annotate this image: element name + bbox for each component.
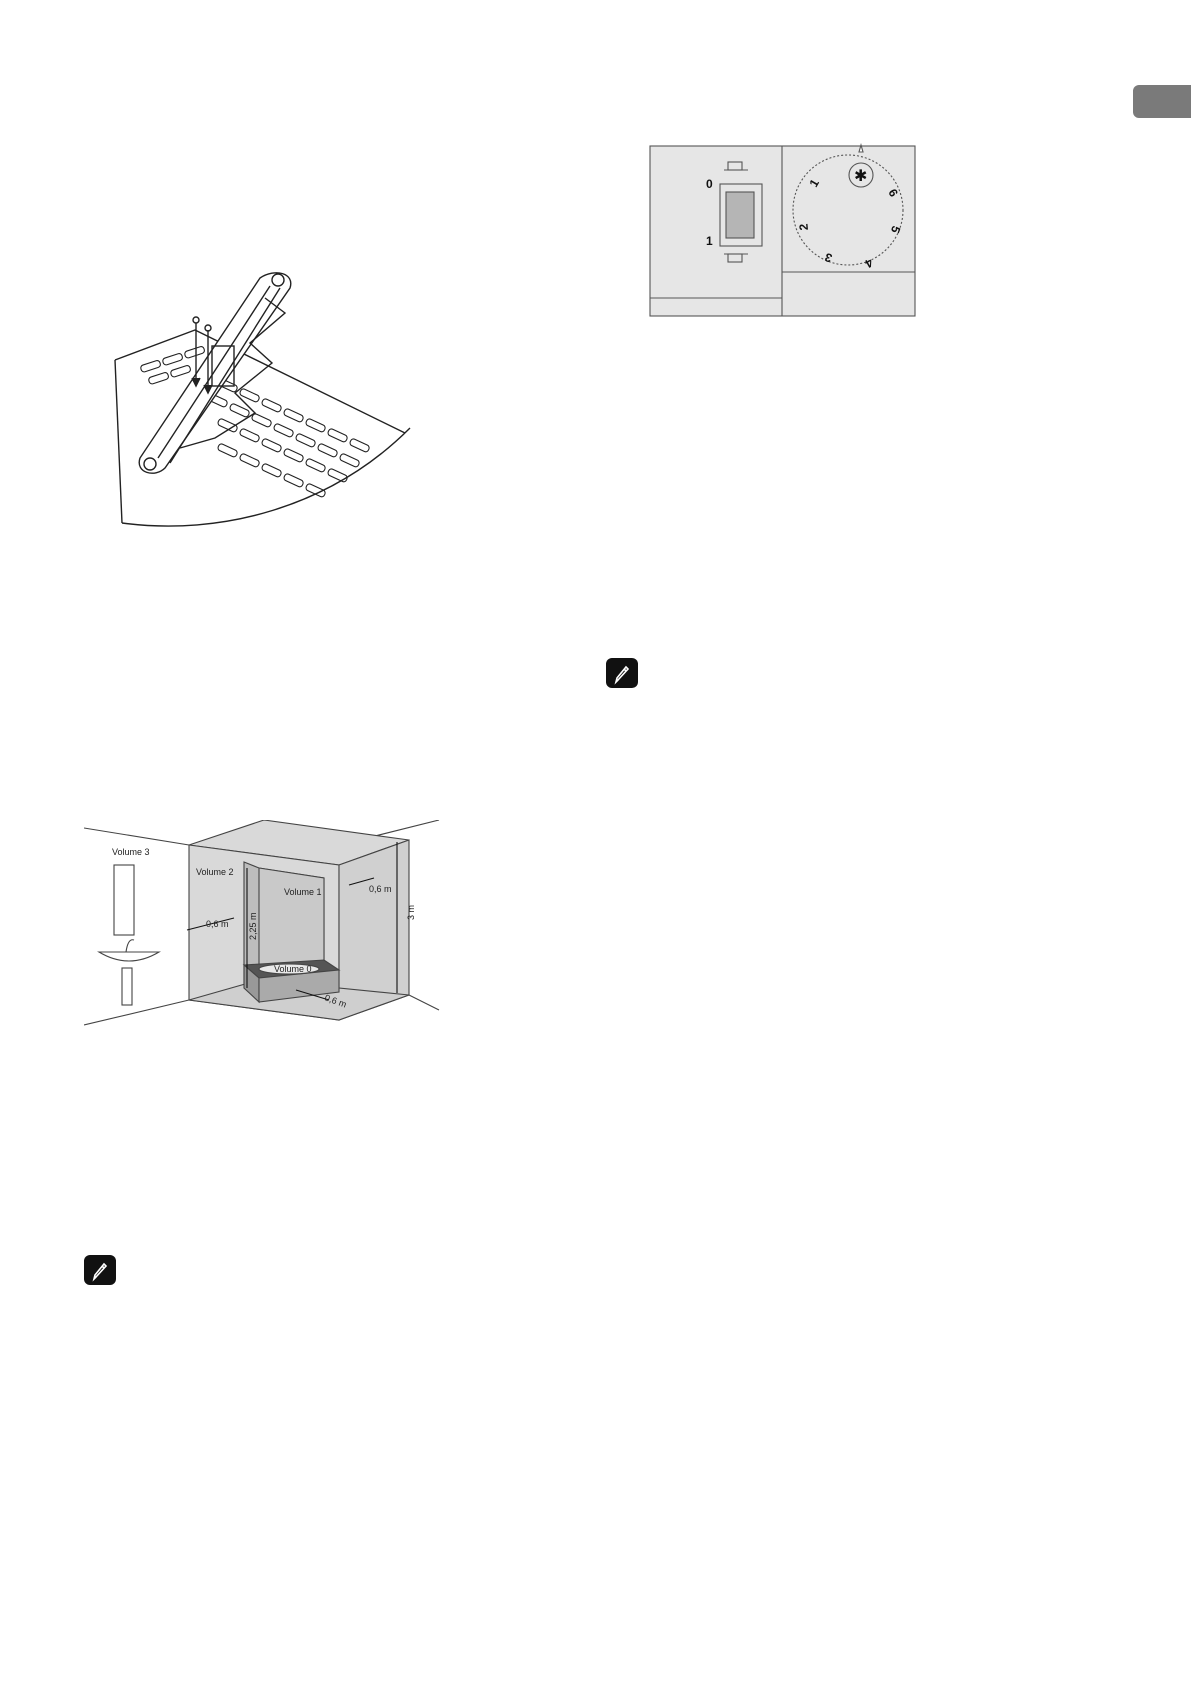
dial-label-6: 6 xyxy=(885,186,901,200)
dial-label-1: 1 xyxy=(806,176,822,190)
label-volume0: Volume 0 xyxy=(274,964,312,974)
dial-label-3: 3 xyxy=(822,249,835,266)
label-dim-total: 3 m xyxy=(406,904,416,920)
control-panel-diagram xyxy=(648,140,928,325)
switch-label-0: 0 xyxy=(706,177,713,191)
dial-label-4: 4 xyxy=(862,255,876,271)
bathroom-volumes-diagram xyxy=(84,820,444,1045)
label-dim-right: 0,6 m xyxy=(369,884,392,894)
switch-label-1: 1 xyxy=(706,234,713,248)
label-dim-front: 0,6 m xyxy=(323,992,348,1010)
dial-label-5: 5 xyxy=(887,223,904,236)
dial-label-2: 2 xyxy=(796,223,811,231)
frost-symbol: ✱ xyxy=(854,168,868,185)
label-volume1: Volume 1 xyxy=(284,887,322,897)
label-volume3: Volume 3 xyxy=(112,847,150,857)
pencil-note-icon xyxy=(84,1255,116,1285)
language-tab xyxy=(1133,85,1191,118)
label-dim-side: 0,6 m xyxy=(206,919,229,929)
bracket-mounting-illustration xyxy=(100,268,420,578)
pencil-note-icon xyxy=(606,658,638,688)
label-volume2: Volume 2 xyxy=(196,867,234,877)
label-dim-height: 2,25 m xyxy=(248,912,258,940)
